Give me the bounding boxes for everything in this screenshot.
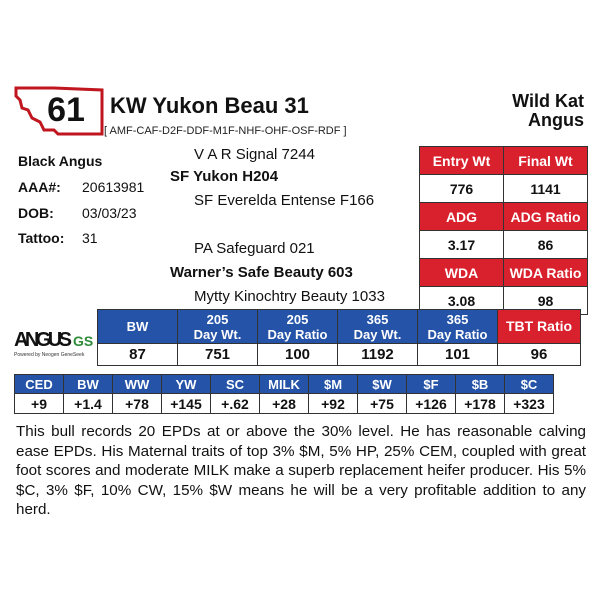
- seller-line-1: Wild Kat: [512, 91, 584, 111]
- epd-value-bw: +1.4: [64, 394, 113, 414]
- adg-ratio-header: ADG Ratio: [504, 203, 588, 231]
- 365-day-wt-value: 1192: [338, 344, 418, 366]
- angus-gs-logo: [14, 322, 94, 362]
- entry-wt-header: Entry Wt: [420, 147, 504, 175]
- pedigree-sire: SF Yukon H204: [170, 168, 279, 185]
- 365-day-wt-header: 365 Day Wt.: [338, 310, 418, 344]
- epd-value-milk: +28: [260, 394, 309, 414]
- lot-number: 61: [47, 91, 85, 129]
- pedigree-sire-dam: SF Everelda Entense F166: [194, 192, 375, 209]
- dob-label: DOB:: [18, 205, 54, 221]
- 205-day-ratio-value: 100: [258, 344, 338, 366]
- bw-value: 87: [98, 344, 178, 366]
- epd-header-bw: BW: [64, 375, 113, 394]
- tattoo-label: Tattoo:: [18, 230, 65, 246]
- epd-value-yw: +145: [162, 394, 211, 414]
- wda-ratio-header: WDA Ratio: [504, 259, 588, 287]
- epd-header-ww: WW: [113, 375, 162, 394]
- epd-value-ww: +78: [113, 394, 162, 414]
- epd-value-w: +75: [358, 394, 407, 414]
- adg-header: ADG: [420, 203, 504, 231]
- epd-header-sc: SC: [211, 375, 260, 394]
- epd-header-c: $C: [505, 375, 554, 394]
- final-wt-header: Final Wt: [504, 147, 588, 175]
- wda-ratio-value: 98: [504, 287, 588, 315]
- bw-header: BW: [98, 310, 178, 344]
- pedigree-dam-sire: PA Safeguard 021: [194, 240, 315, 257]
- 365-day-ratio-value: 101: [418, 344, 498, 366]
- 205-day-ratio-header: 205 Day Ratio: [258, 310, 338, 344]
- epd-header-yw: YW: [162, 375, 211, 394]
- breed: Black Angus: [18, 153, 103, 169]
- epd-value-m: +92: [309, 394, 358, 414]
- epd-table: [14, 374, 554, 414]
- svg-text:Powered by Neogen GeneSeek: Powered by Neogen GeneSeek: [14, 352, 85, 358]
- final-wt-value: 1141: [504, 175, 588, 203]
- performance-table: [419, 146, 588, 315]
- entry-wt-value: 776: [420, 175, 504, 203]
- epd-header-milk: MILK: [260, 375, 309, 394]
- genetic-codes: [ AMF-CAF-D2F-DDF-M1F-NHF-OHF-OSF-RDF ]: [104, 125, 347, 137]
- tbt-ratio-value: 96: [498, 344, 581, 366]
- animal-name: KW Yukon Beau 31: [110, 93, 309, 118]
- epd-value-sc: +.62: [211, 394, 260, 414]
- pedigree-sire-sire: V A R Signal 7244: [194, 146, 315, 163]
- epd-header-b: $B: [456, 375, 505, 394]
- pedigree-dam: Warner’s Safe Beauty 603: [170, 264, 353, 281]
- adg-ratio-value: 86: [504, 231, 588, 259]
- svg-text:ANGUS: ANGUS: [14, 329, 72, 351]
- seller-line-2: Angus: [528, 110, 584, 130]
- weights-table: [97, 309, 581, 366]
- epd-header-ced: CED: [15, 375, 64, 394]
- tattoo-value: 31: [82, 230, 98, 246]
- seller-name: [512, 92, 584, 130]
- wda-header: WDA: [420, 259, 504, 287]
- epd-value-ced: +9: [15, 394, 64, 414]
- epd-value-f: +126: [407, 394, 456, 414]
- dob-value: 03/03/23: [82, 205, 137, 221]
- pedigree-dam-dam: Mytty Kinochtry Beauty 1033: [194, 288, 385, 305]
- 365-day-ratio-header: 365 Day Ratio: [418, 310, 498, 344]
- aaa-number: 20613981: [82, 179, 145, 195]
- bull-description: This bull records 20 EPDs at or above the 30% level. He has reasonable calving ease EPDs. His Maternal traits of top 3% $M, 5% HP, 25% CEM, coupled with great foot scores and moderate MILK make a superb replacement heifer producer. His 5% $C, 3% $F, 10% CW, 15% $W means he will be a very profitable addition to any herd.: [16, 423, 586, 518]
- adg-value: 3.17: [420, 231, 504, 259]
- aaa-label: AAA#:: [18, 179, 61, 195]
- epd-header-m: $M: [309, 375, 358, 394]
- svg-text:GS: GS: [73, 333, 94, 349]
- tbt-ratio-header: TBT Ratio: [498, 310, 581, 344]
- wda-value: 3.08: [420, 287, 504, 315]
- epd-header-w: $W: [358, 375, 407, 394]
- epd-value-c: +323: [505, 394, 554, 414]
- 205-day-wt-value: 751: [178, 344, 258, 366]
- 205-day-wt-header: 205 Day Wt.: [178, 310, 258, 344]
- epd-value-b: +178: [456, 394, 505, 414]
- epd-header-f: $F: [407, 375, 456, 394]
